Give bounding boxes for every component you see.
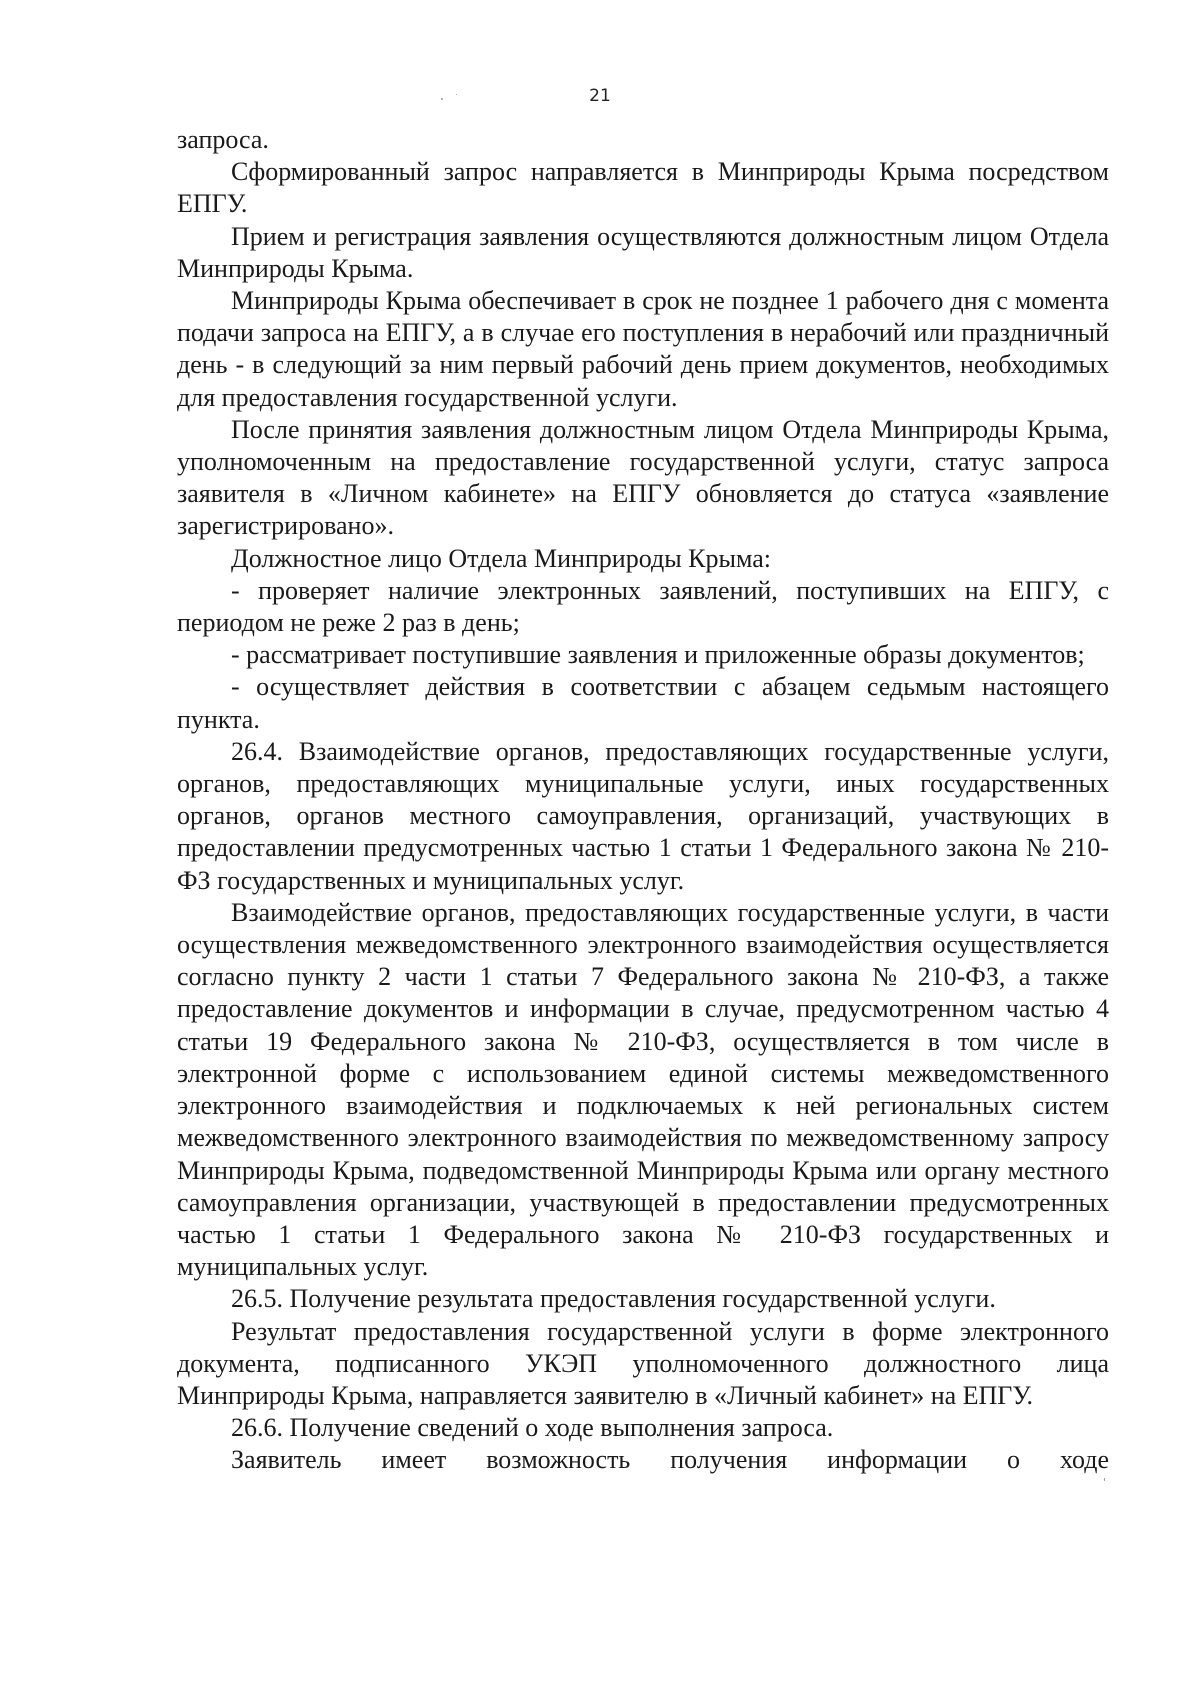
section-26-6-heading: 26.6. Получение сведений о ходе выполнения запроса. xyxy=(231,1413,834,1443)
list-item-review-applications: - рассматривает поступившие заявления и приложенные образы документов; xyxy=(231,640,1085,670)
section-26-4: 26.4. Взаимодействие органов, предоставляющих государственные услуги, органов, предоставляющих муниципальные услуги, иных государственных органов, органов местного самоуправления, организаций, участвующих в предоставлении предусмотренных частью 1 статьи 1 Федерального закона № 210-ФЗ государственных и муниципальных услуг. xyxy=(177,736,1109,895)
paragraph-status-update: После принятия заявления должностным лицом Отдела Минприроды Крыма, уполномоченным на предоставление государственной услуги, статус запроса заявителя в «Личном кабинете» на ЕПГУ обновляется до статуса «заявление зарегистрировано». xyxy=(177,414,1109,541)
paragraph-applicant-info: Заявитель имеет возможность получения информации о ходе xyxy=(231,1445,1109,1475)
page-number: 21 xyxy=(589,86,611,106)
paragraph-registration: Прием и регистрация заявления осуществляются должностным лицом Отдела Минприроды Крыма. xyxy=(177,221,1109,283)
paragraph-continuation: запроса. xyxy=(177,125,269,154)
document-body xyxy=(177,124,1109,1477)
section-26-5-heading: 26.5. Получение результата предоставления государственной услуги. xyxy=(231,1284,996,1314)
list-item-take-actions: - осуществляет действия в соответствии с абзацем седьмым настоящего пункта. xyxy=(177,672,1109,734)
scan-speck xyxy=(1104,1478,1105,1481)
list-item-check-applications: - проверяет наличие электронных заявлений, поступивших на ЕПГУ, с периодом не реже 2 раз в день; xyxy=(177,575,1109,638)
paragraph-interdepartmental-interaction: Взаимодействие органов, предоставляющих государственные услуги, в части осуществления межведомственного электронного взаимодействия осуществляется согласно пункту 2 части 1 статьи 7 Федерального закона № 210-ФЗ, а также предоставление документов и информации в случае, предусмотренном частью 4 статьи 19 Федерального закона № 210-ФЗ, осуществляется в том числе в электронной форме с использованием единой системы межведомственного электронного взаимодействия и подключаемых к ней региональных систем межведомственного электронного взаимодействия по межведомственному запросу Минприроды Крыма, подведомственной Минприроды Крыма или органу местного самоуправления организации, участвующей в предоставлении предусмотренных частью 1 статьи 1 Федерального закона № 210-ФЗ государственных и муниципальных услуг. xyxy=(177,897,1109,1282)
scan-speck xyxy=(456,94,457,95)
paragraph-result-delivery: Результат предоставления государственной услуги в форме электронного документа, подписанного УКЭП уполномоченного должностного лица Минприроды Крыма, направляется заявителю в «Личный кабинет» на ЕПГУ. xyxy=(177,1316,1109,1410)
paragraph-official-duties-heading: Должностное лицо Отдела Минприроды Крыма: xyxy=(231,543,772,573)
paragraph-acceptance-deadline: Минприроды Крыма обеспечивает в срок не позднее 1 рабочего дня с момента подачи запроса на ЕПГУ, а в случае его поступления в нерабочий или праздничный день - в следующий за ним первый рабочий день прием документов, необходимых для предоставления государственной услуги. xyxy=(177,286,1109,412)
scan-speck xyxy=(441,98,443,100)
paragraph-request-sent: Сформированный запрос направляется в Минприроды Крыма посредством ЕПГУ. xyxy=(177,157,1109,219)
